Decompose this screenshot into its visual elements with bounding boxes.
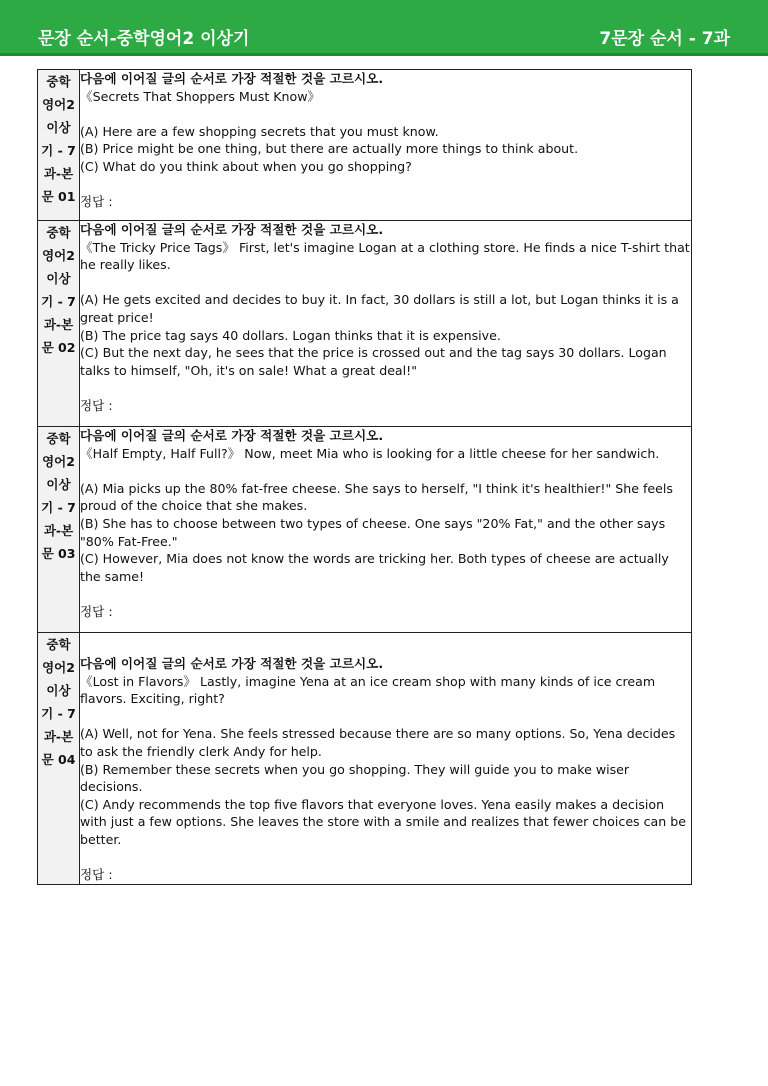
question-label: 중학 영어2 이상 기 - 7 과-본 문 03 [38,427,80,633]
passage-intro: 《The Tricky Price Tags》 First, let's imagine Logan at a clothing store. He finds a nice T-shirt that he really likes. [80,239,690,273]
question-label: 중학 영어2 이상 기 - 7 과-본 문 02 [38,221,80,427]
question-row [38,427,692,633]
option-c: (C) But the next day, he sees that the price is crossed out and the tag says 30 dollars. Logan talks to himself, "Oh, it's on sale! What a great deal!" [80,345,667,378]
option-a: (A) Here are a few shopping secrets that you must know. [80,123,439,139]
question-row [38,221,692,427]
question-instruction: 다음에 이어질 글의 순서로 가장 적절한 것을 고르시오. [80,656,384,671]
passage-intro: 《Half Empty, Half Full?》 Now, meet Mia who is looking for a little cheese for her sandwich. [80,445,660,461]
option-a: (A) Well, not for Yena. She feels stressed because there are so many options. So, Yena decides to ask the friendly clerk Andy for help. [80,726,676,759]
question-row [38,633,692,885]
question-instruction: 다음에 이어질 글의 순서로 가장 적절한 것을 고르시오. [80,428,384,443]
option-b: (B) Price might be one thing, but there are actually more things to think about. [80,141,579,157]
option-c: (C) What do you think about when you go shopping? [80,158,412,174]
answer-label: 정답 : [80,867,113,883]
option-a: (A) He gets excited and decides to buy it. In fact, 30 dollars is still a lot, but Logan thinks it is a great price! [80,292,679,325]
option-b: (B) Remember these secrets when you go shopping. They will guide you to make wiser decisions. [80,761,630,795]
option-a: (A) Mia picks up the 80% fat-free cheese. She says to herself, "I think it's healthier!" She feels proud of the choice that she makes. [80,480,673,514]
worksheet-title: 문장 순서-중학영어2 이상기 [38,29,250,49]
question-content [80,221,692,427]
question-label: 중학 영어2 이상 기 - 7 과-본 문 01 [38,70,80,221]
question-content [80,427,692,633]
question-content [80,70,692,221]
option-c: (C) However, Mia does not know the words are tricking her. Both types of cheese are actually the same! [80,551,669,584]
option-c: (C) Andy recommends the top five flavors that everyone loves. Yena easily makes a decision with just a few options. She leaves the store with a smile and realizes that fewer choices can be better. [80,796,686,847]
lesson-title: 7문장 순서 - 7과 [599,29,730,49]
question-content [80,633,692,885]
answer-label: 정답 : [80,194,113,210]
question-row [38,70,692,221]
page-header [0,0,768,56]
question-instruction: 다음에 이어질 글의 순서로 가장 적절한 것을 고르시오. [80,222,384,237]
option-b: (B) She has to choose between two types of cheese. One says "20% Fat," and the other says "80% Fat-Free." [80,515,666,549]
question-instruction: 다음에 이어질 글의 순서로 가장 적절한 것을 고르시오. [80,71,384,86]
option-b: (B) The price tag says 40 dollars. Logan thinks that it is expensive. [80,327,501,343]
answer-label: 정답 : [80,603,113,619]
question-label: 중학 영어2 이상 기 - 7 과-본 문 04 [38,633,80,885]
answer-label: 정답 : [80,397,113,413]
passage-intro: 《Secrets That Shoppers Must Know》 [80,88,321,104]
passage-intro: 《Lost in Flavors》 Lastly, imagine Yena at an ice cream shop with many kinds of ice cream flavors. Exciting, right? [80,673,656,707]
question-table [37,69,692,885]
